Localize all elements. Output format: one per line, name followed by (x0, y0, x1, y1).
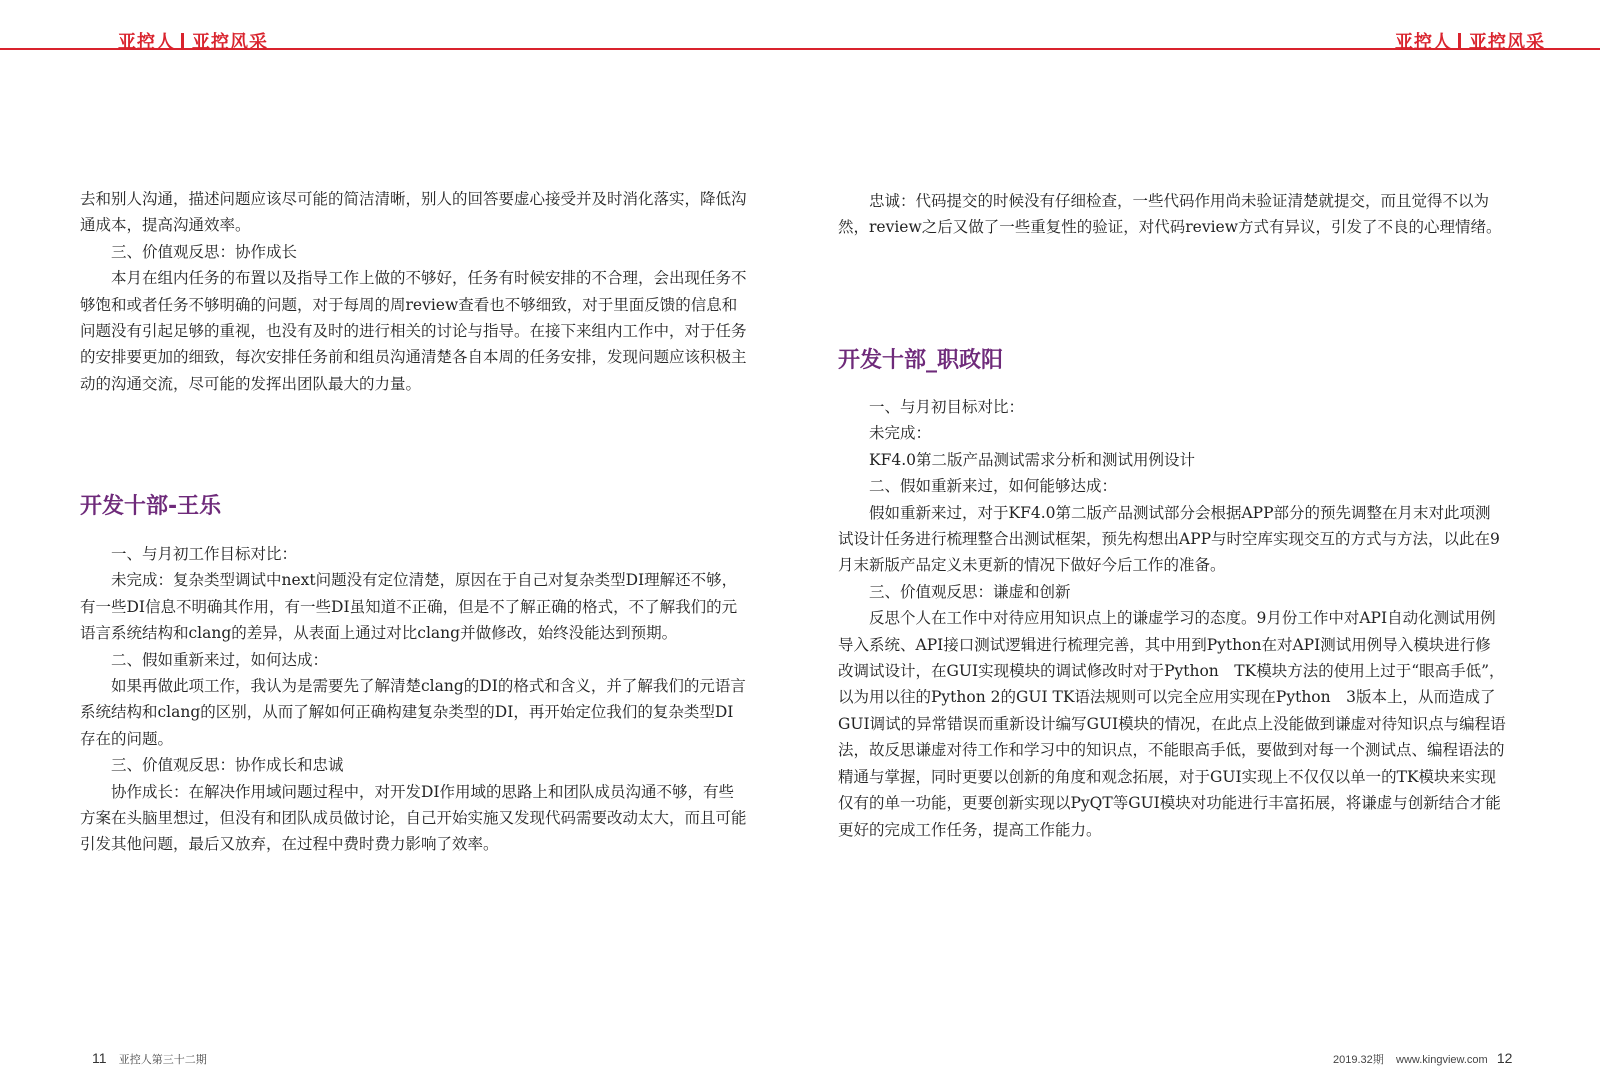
right-section-body (838, 394, 1506, 843)
paragraph: 如果再做此项工作，我认为是需要先了解清楚clang的DI的格式和含义，并了解我们的元语言系统结构和clang的区别，从而了解如何正确构建复杂类型的DI，再开始定位我们的复杂类型DI存在的问题。 (80, 677, 746, 748)
footer-right (1333, 1050, 1512, 1067)
left-section-body (80, 541, 748, 858)
paragraph: 未完成： (869, 424, 932, 443)
brand-section: 亚控风采 (192, 32, 268, 53)
paragraph: KF4.0第二版产品测试需求分析和测试用例设计 (869, 450, 1195, 469)
right-section (838, 348, 1506, 374)
left-section (80, 494, 748, 520)
website-url: www.kingview.com (1396, 1054, 1488, 1066)
paragraph: 三、价值观反思：谦虚和创新 (869, 582, 1071, 601)
paragraph: 二、假如重新来过，如何达成： (111, 650, 329, 669)
right-column-intro (838, 188, 1506, 241)
brand-separator (1458, 33, 1461, 50)
footer-left (92, 1050, 207, 1067)
header-brand-right (1395, 28, 1545, 54)
page-number: 11 (92, 1050, 107, 1066)
brand-section: 亚控风采 (1469, 32, 1545, 53)
paragraph: 未完成：复杂类型调试中next问题没有定位清楚，原因在于自己对复杂类型DI理解还不够，有一些DI信息不明确其作用，有一些DI虽知道不正确，但是不了解正确的格式，不了解我们的元语言系统结构和clang的差异，从表面上通过对比clang并做修改，始终没能达到预期。 (80, 571, 738, 643)
section-title: 开发十部-王乐 (80, 494, 222, 519)
paragraph: 三、价值观反思：协作成长 (111, 242, 298, 261)
left-column-intro (80, 186, 748, 397)
paragraph: 忠诚：代码提交的时候没有仔细检查，一些代码作用尚未验证清楚就提交，而且觉得不以为然，review之后又做了一些重复性的验证，对代码review方式有异议，引发了不良的心理情绪。 (838, 192, 1502, 237)
paragraph: 二、假如重新来过，如何能够达成： (869, 477, 1118, 496)
paragraph: 协作成长：在解决作用域问题过程中，对开发DI作用域的思路上和团队成员沟通不够，有些方案在头脑里想过，但没有和团队成员做讨论，自己开始实施又发现代码需要改动太大，而且可能引发其他问题，最后又放弃，在过程中费时费力影响了效率。 (80, 782, 747, 854)
issue-label: 2019.32期 (1333, 1054, 1384, 1066)
page-number: 12 (1496, 1050, 1513, 1066)
paragraph: 一、与月初目标对比： (869, 398, 1025, 416)
paragraph: 反思个人在工作中对待应用知识点上的谦虚学习的态度。9月份工作中对API自动化测试用例导入系统、API接口测试逻辑进行梳理完善，其中用到Python在对API测试用例导入模块进行修改调试设计，在GUI实现模块的调试修改时对于Python TK模块方法的使用上过于“眼高手低”，以为用以往的Python 2的GUI TK语法规则可以完全应用实现在Python 3版本上，从而造成了GUI调试的异常错误而重新设计编写GUI模块的情况，在此点上没能做到谦虚对待知识点与编程语法，故反思谦虚对待工作和学习中的知识点，不能眼高手低，要做到对每一个测试点、编程语法的精通与掌握，同时更要以创新的角度和观念拓展，对于GUI实现上不仅仅以单一的TK模块来实现仅有的单一功能，更要创新实现以PyQT等GUI模块对功能进行丰富拓展，将谦虚与创新结合才能更好的完成工作任务，提高工作能力。 (838, 609, 1506, 839)
brand-name: 亚控人 (118, 32, 175, 53)
brand-name: 亚控人 (1395, 32, 1452, 53)
header-brand-left (118, 28, 268, 54)
issue-label: 亚控人第三十二期 (118, 1054, 207, 1066)
paragraph: 假如重新来过，对于KF4.0第二版产品测试部分会根据APP部分的预先调整在月末对此项测试设计任务进行梳理整合出测试框架，预先构想出APP与时空库实现交互的方式与方法，以此在9月末新版产品定义未更新的情况下做好今后工作的准备。 (838, 503, 1500, 575)
paragraph: 去和别人沟通，描述问题应该尽可能的简洁清晰，别人的回答要虚心接受并及时消化落实，降低沟通成本，提高沟通效率。 (80, 190, 747, 235)
paragraph: 三、价值观反思：协作成长和忠诚 (111, 756, 344, 775)
paragraph: 本月在组内任务的布置以及指导工作上做的不够好，任务有时候安排的不合理，会出现任务不够饱和或者任务不够明确的问题，对于每周的周review查看也不够细致，对于里面反馈的信息和问题没有引起足够的重视，也没有及时的进行相关的讨论与指导。在接下来组内工作中，对于任务的安排要更加的细致，每次安排任务前和组员沟通清楚各自本周的任务安排，发现问题应该积极主动的沟通交流，尽可能的发挥出团队最大的力量。 (80, 269, 747, 393)
paragraph: 一、与月初工作目标对比： (111, 545, 298, 563)
brand-separator (181, 33, 184, 50)
section-title: 开发十部_职政阳 (838, 348, 1004, 373)
